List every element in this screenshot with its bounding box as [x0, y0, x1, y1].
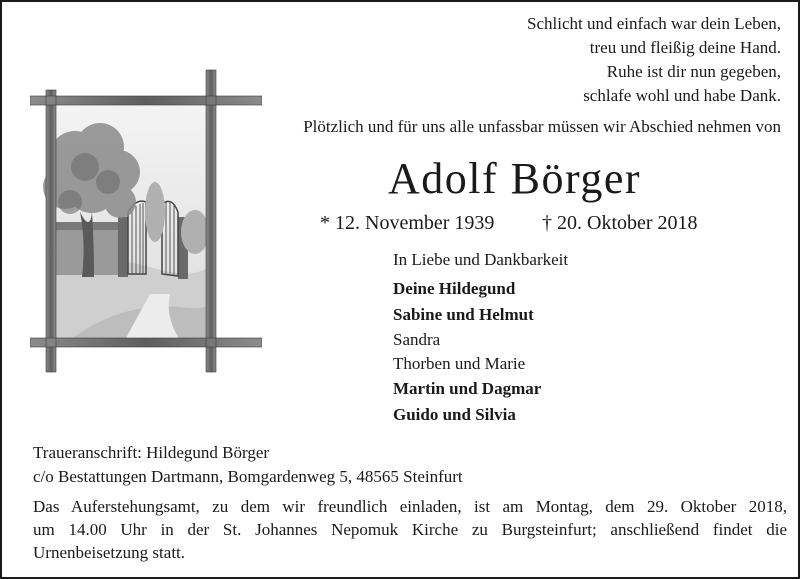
poem-line: Schlicht und einfach war dein Leben, — [527, 14, 781, 33]
mourning-address — [33, 441, 463, 489]
mourners-list — [393, 248, 568, 428]
mourner-name: Deine Hildegund — [393, 279, 516, 298]
poem-line: Ruhe ist dir nun gegeben, — [606, 62, 781, 81]
birth-date: * 12. November 1939 — [320, 212, 495, 234]
address-line: c/o Bestattungen Dartmann, Bomgardenweg 5, 48565 Steinfurt — [33, 467, 463, 486]
death-date: † 20. Oktober 2018 — [542, 212, 698, 234]
service-line: um 14.00 Uhr in der St. Johannes Nepomuk Kirche zu Burgsteinfurt; anschließend findet die — [33, 520, 787, 539]
service-line: Das Auferstehungsamt, zu dem wir freundlich einladen, ist am Montag, dem 29. Oktober 2018, — [33, 497, 787, 516]
mourner-name: Guido und Silvia — [393, 405, 516, 424]
mourners-opening: In Liebe und Dankbarkeit — [393, 250, 569, 269]
service-announcement — [33, 495, 787, 564]
mourner-name: Sabine und Helmut — [393, 305, 534, 324]
poem — [401, 12, 781, 108]
service-line: Urnenbeisetzung statt. — [33, 543, 186, 562]
garden-gate-illustration — [30, 62, 262, 382]
mourner-name: Sandra — [393, 330, 441, 349]
mourner-name: Martin und Dagmar — [393, 379, 542, 398]
deceased-name: Adolf Börger — [388, 154, 642, 203]
poem-line: treu und fleißig deine Hand. — [589, 38, 781, 57]
address-line: Traueranschrift: Hildegund Börger — [33, 443, 270, 462]
intro-text: Plötzlich und für uns alle unfassbar müssen wir Abschied nehmen von — [303, 117, 781, 136]
mourner-name: Thorben und Marie — [393, 354, 526, 373]
poem-line: schlafe wohl und habe Dank. — [583, 86, 781, 105]
